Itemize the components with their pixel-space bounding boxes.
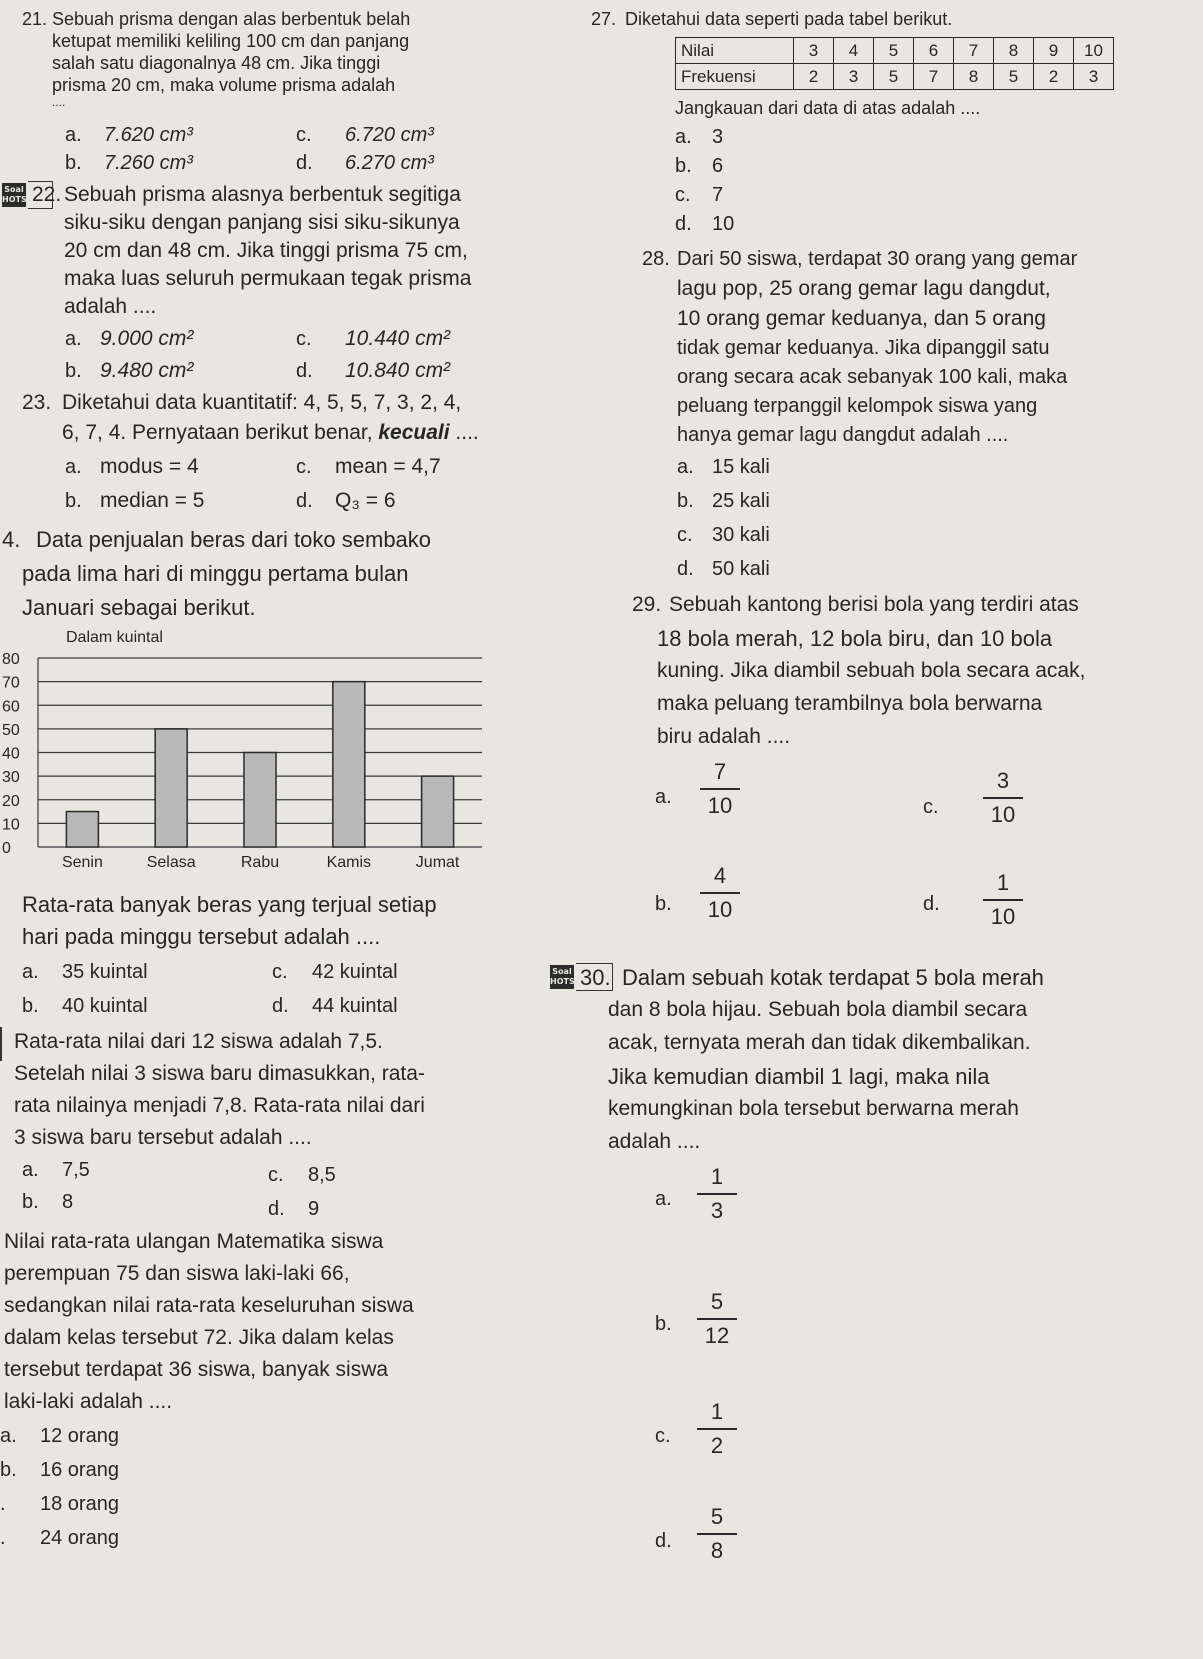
y-tick-label: 60 [2, 698, 20, 716]
q29-option-b-letter: b. [655, 893, 672, 915]
table-row [676, 64, 1114, 90]
q30-option-a-letter: a. [655, 1188, 672, 1210]
q28-option-a: 15 kali [712, 456, 770, 478]
table-cell: 9 [1034, 38, 1074, 64]
q28-option-c: 30 kali [712, 524, 770, 546]
table-cell: 3 [794, 38, 834, 64]
q24-option-b-letter: b. [22, 995, 39, 1017]
q28-line: peluang terpanggil kelompok siswa yang [677, 395, 1038, 417]
q23-option-d-letter: d. [296, 490, 313, 512]
q21-option-c: 6.720 cm³ [345, 124, 434, 146]
q21-option-a-letter: a. [65, 124, 82, 146]
q28-option-d: 50 kali [712, 558, 770, 580]
table-cell: 5 [874, 38, 914, 64]
q26-line: dalam kelas tersebut 72. Jika dalam kelas [4, 1326, 394, 1349]
y-tick-label: 0 [2, 840, 11, 857]
q27-option-a-letter: a. [675, 126, 692, 148]
q30-number: 30. [580, 965, 611, 990]
q29-option-d-letter: d. [923, 893, 940, 915]
table-cell: 8 [954, 64, 994, 90]
q21-option-c-letter: c. [296, 124, 312, 146]
q24-option-c: 42 kuintal [312, 961, 398, 983]
q26-option-a-letter: a. [0, 1425, 17, 1447]
y-tick-label: 30 [2, 769, 20, 787]
frequency-table [675, 37, 1114, 90]
q22-option-a-letter: a. [65, 328, 82, 350]
table-cell: 3 [834, 64, 874, 90]
table-cell: 7 [914, 64, 954, 90]
q28-option-d-letter: d. [677, 558, 694, 580]
q23-line: Diketahui data kuantitatif: 4, 5, 5, 7, 3, 2, 4, [62, 391, 462, 414]
bar-selasa [155, 729, 187, 847]
q30-option-b-letter: b. [655, 1313, 672, 1335]
q26-line: tersebut terdapat 36 siswa, banyak siswa [4, 1358, 389, 1381]
bar-rabu [244, 753, 276, 848]
q25-option-b-letter: b. [22, 1191, 39, 1213]
q23-option-a: modus = 4 [100, 455, 199, 478]
q27-question: Jangkauan dari data di atas adalah .... [675, 98, 981, 118]
q30-option-d: 5 8 [697, 1503, 737, 1565]
q26-option-b-letter: b. [0, 1459, 17, 1481]
q24-option-d-letter: d. [272, 995, 289, 1017]
table-header-nilai: Nilai [676, 38, 794, 64]
q26-line: Nilai rata-rata ulangan Matematika siswa [4, 1230, 384, 1253]
q27-option-c: 7 [712, 184, 724, 206]
q29-option-c-letter: c. [923, 796, 939, 818]
q22-option-c-letter: c. [296, 328, 312, 350]
q24-question: Rata-rata banyak beras yang terjual setiap [22, 892, 437, 917]
q30-option-b: 5 12 [697, 1288, 737, 1350]
q22-option-c: 10.440 cm² [345, 327, 451, 350]
q25-line: rata nilainya menjadi 7,8. Rata-rata nilai dari [14, 1094, 425, 1117]
q29-line: biru adalah .... [657, 725, 791, 748]
q24-option-d: 44 kuintal [312, 995, 398, 1017]
q22-option-d-letter: d. [296, 360, 313, 382]
q22-option-d: 10.840 cm² [345, 359, 451, 382]
table-cell: 2 [794, 64, 834, 90]
q25-option-c: 8,5 [308, 1164, 336, 1186]
table-cell: 8 [994, 38, 1034, 64]
table-cell: 3 [1074, 64, 1114, 90]
q30-option-d-letter: d. [655, 1530, 672, 1552]
chart-title: Dalam kuintal [66, 629, 163, 646]
table-cell: 10 [1074, 38, 1114, 64]
table-header-frekuensi: Frekuensi [676, 64, 794, 90]
q24-option-c-letter: c. [272, 961, 288, 983]
q28-option-b-letter: b. [677, 490, 694, 512]
q25-option-d: 9 [308, 1198, 320, 1220]
sales-bar-chart [0, 625, 500, 885]
q28-line: Dari 50 siswa, terdapat 30 orang yang gemar [677, 248, 1078, 270]
x-tick-label: Selasa [146, 854, 196, 871]
hots-badge-icon: Soal HOTS [2, 183, 26, 207]
q29-line: 18 bola merah, 12 bola biru, dan 10 bola [657, 626, 1053, 651]
q25-option-b: 8 [62, 1191, 74, 1213]
bar-senin [66, 812, 98, 847]
q29-option-d: 1 10 [983, 869, 1023, 931]
table-row [676, 38, 1114, 64]
q28-option-b: 25 kali [712, 490, 770, 512]
q24-line: Data penjualan beras dari toko sembako [36, 527, 432, 552]
q29-number: 29. [632, 593, 662, 616]
q22-line: Sebuah prisma alasnya berbentuk segitiga [64, 183, 461, 206]
q27-option-d: 10 [712, 213, 735, 235]
q27-option-d-letter: d. [675, 213, 692, 235]
q21-line: salah satu diagonalnya 48 cm. Jika tinggi [52, 53, 381, 73]
q23-option-a-letter: a. [65, 456, 82, 478]
q27-option-a: 3 [712, 126, 724, 148]
q22-line: 20 cm dan 48 cm. Jika tinggi prisma 75 cm, [64, 239, 468, 262]
q26-line: perempuan 75 dan siswa laki-laki 66, [4, 1262, 350, 1285]
q23-option-c-letter: c. [296, 456, 312, 478]
q21-line: ketupat memiliki keliling 100 cm dan panjang [52, 31, 410, 51]
q30-line: Dalam sebuah kotak terdapat 5 bola merah [622, 965, 1044, 990]
q22-line: maka luas seluruh permukaan tegak prisma [64, 267, 472, 290]
q25-option-c-letter: c. [268, 1164, 284, 1186]
q22-number: 22. [32, 183, 62, 206]
y-tick-label: 80 [2, 651, 20, 668]
q21-line: .... [52, 95, 66, 109]
q30-line: adalah .... [608, 1130, 701, 1153]
q23-option-b-letter: b. [65, 490, 82, 512]
table-cell: 4 [834, 38, 874, 64]
q21-option-b-letter: b. [65, 152, 82, 174]
q23-option-b: median = 5 [100, 489, 205, 512]
q21-line: Sebuah prisma dengan alas berbentuk belah [52, 9, 411, 29]
q26-option-c: 18 orang [40, 1493, 119, 1515]
q26-option-b: 16 orang [40, 1459, 119, 1481]
q30-line: kemungkinan bola tersebut berwarna merah [608, 1097, 1019, 1120]
y-tick-label: 10 [2, 816, 20, 834]
q27-option-b: 6 [712, 155, 724, 177]
q26-option-a: 12 orang [40, 1425, 119, 1447]
x-tick-label: Senin [61, 854, 103, 871]
bar-jumat [422, 776, 454, 847]
q25-line: Setelah nilai 3 siswa baru dimasukkan, rata- [14, 1062, 425, 1085]
q26-line: sedangkan nilai rata-rata keseluruhan siswa [4, 1294, 414, 1317]
q29-option-a-letter: a. [655, 786, 672, 808]
q28-line: 10 orang gemar keduanya, dan 5 orang [677, 307, 1046, 330]
q30-line: dan 8 bola hijau. Sebuah bola diambil secara [608, 998, 1028, 1021]
q21-option-d-letter: d. [296, 152, 313, 174]
q24-option-b: 40 kuintal [62, 995, 148, 1017]
y-tick-label: 40 [2, 745, 20, 763]
q23-line: 6, 7, 4. Pernyataan berikut benar, kecuali .... [62, 421, 479, 444]
q24-number: 4. [2, 527, 21, 552]
q27-number: 27. [591, 9, 617, 29]
bar-kamis [333, 682, 365, 847]
q23-option-c: mean = 4,7 [335, 455, 441, 478]
q25-option-d-letter: d. [268, 1198, 285, 1220]
q21-option-d: 6.270 cm³ [345, 152, 434, 174]
q30-line: Jika kemudian diambil 1 lagi, maka nila [608, 1064, 990, 1089]
table-cell: 7 [954, 38, 994, 64]
q30-option-a: 1 3 [697, 1163, 737, 1225]
q22-option-b: 9.480 cm² [100, 359, 194, 382]
q25-line: Rata-rata nilai dari 12 siswa adalah 7,5. [14, 1030, 383, 1053]
table-cell: 6 [914, 38, 954, 64]
q27-option-b-letter: b. [675, 155, 692, 177]
q29-option-a: 7 10 [700, 758, 740, 820]
q27-intro: Diketahui data seperti pada tabel berikut. [625, 9, 953, 29]
q29-line: Sebuah kantong berisi bola yang terdiri atas [669, 593, 1079, 616]
q26-option-d: 24 orang [40, 1527, 119, 1549]
q24-option-a: 35 kuintal [62, 961, 148, 983]
table-cell: 5 [874, 64, 914, 90]
q26-line: laki-laki adalah .... [4, 1390, 173, 1413]
q29-line: maka peluang terambilnya bola berwarna [657, 692, 1043, 715]
q28-option-a-letter: a. [677, 456, 694, 478]
q22-option-b-letter: b. [65, 360, 82, 382]
hots-badge-icon: Soal HOTS [550, 965, 574, 989]
q28-line: orang secara acak sebanyak 100 kali, maka [677, 366, 1068, 388]
question-number-box [0, 1027, 2, 1061]
q22-line: siku-siku dengan panjang sisi siku-sikunya [64, 211, 460, 234]
q23-number: 23. [22, 391, 52, 414]
q28-number: 28. [642, 248, 670, 270]
q25-line: 3 siswa baru tersebut adalah .... [14, 1126, 312, 1149]
table-cell: 2 [1034, 64, 1074, 90]
y-tick-label: 50 [2, 721, 20, 739]
q26-option-c-letter: . [0, 1493, 6, 1515]
q21-option-b: 7.260 cm³ [104, 152, 193, 174]
q28-line: hanya gemar lagu dangdut adalah .... [677, 424, 1009, 446]
q29-line: kuning. Jika diambil sebuah bola secara acak, [657, 659, 1086, 682]
q30-option-c-letter: c. [655, 1425, 671, 1447]
q24-option-a-letter: a. [22, 961, 39, 983]
q24-question: hari pada minggu tersebut adalah .... [22, 924, 381, 949]
q26-option-d-letter: . [0, 1527, 6, 1549]
q28-line: tidak gemar keduanya. Jika dipanggil satu [677, 337, 1050, 359]
q28-line: lagu pop, 25 orang gemar lagu dangdut, [677, 277, 1051, 300]
q28-option-c-letter: c. [677, 524, 693, 546]
q21-number: 21. [22, 9, 48, 29]
q25-option-a-letter: a. [22, 1159, 39, 1181]
q21-line: prisma 20 cm, maka volume prisma adalah [52, 75, 396, 95]
q24-line: Januari sebagai berikut. [22, 595, 256, 620]
q21-option-a: 7.620 cm³ [104, 124, 193, 146]
q22-option-a: 9.000 cm² [100, 327, 194, 350]
q29-option-c: 3 10 [983, 767, 1023, 829]
q29-option-b: 4 10 [700, 862, 740, 924]
x-tick-label: Kamis [326, 854, 372, 871]
q30-line: acak, ternyata merah dan tidak dikembalikan. [608, 1031, 1031, 1054]
x-tick-label: Jumat [415, 854, 460, 871]
y-tick-label: 70 [2, 674, 20, 692]
q22-line: adalah .... [64, 295, 157, 318]
q23-option-d: Q₃ = 6 [335, 489, 396, 512]
y-tick-label: 20 [2, 792, 20, 810]
q25-option-a: 7,5 [62, 1159, 90, 1181]
table-cell: 5 [994, 64, 1034, 90]
x-tick-label: Rabu [240, 854, 280, 871]
q24-line: pada lima hari di minggu pertama bulan [22, 561, 409, 586]
q27-option-c-letter: c. [675, 184, 691, 206]
q30-option-c: 1 2 [697, 1398, 737, 1460]
